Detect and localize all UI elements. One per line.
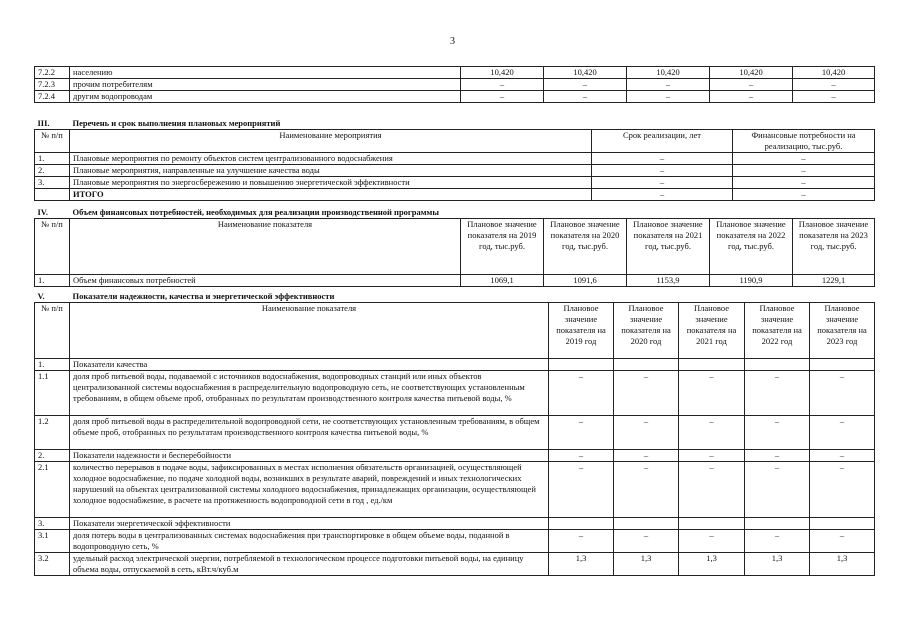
section-title: Показатели надежности, качества и энергетической эффективности (70, 291, 875, 303)
section4-table (34, 207, 875, 287)
value-cell: – (627, 91, 710, 103)
table-row (35, 530, 875, 553)
header-year: Плановое значение показателя на 2021 год (679, 303, 745, 359)
row-name: доля потерь воды в централизованных системах водоснабжения при транспортировке в общем объеме воды, поданной в водопроводную сеть, % (70, 530, 549, 553)
section-number: IV. (35, 207, 70, 219)
value-cell: – (810, 371, 875, 416)
row-name: Показатели надежности и бесперебойности (70, 450, 549, 462)
header-year: Плановое значение показателя на 2023 год (810, 303, 875, 359)
header-term: Срок реализации, лет (592, 130, 733, 153)
section-title: Перечень и срок выполнения плановых мероприятий (70, 118, 875, 130)
row-number: 2. (35, 450, 70, 462)
row-number: 1. (35, 153, 70, 165)
row-number: 1.1 (35, 371, 70, 416)
section-number: III. (35, 118, 70, 130)
value-cell: – (614, 530, 679, 553)
value-cell: 1,3 (745, 553, 810, 576)
table-row (35, 553, 875, 576)
value-cell: 10,420 (461, 67, 544, 79)
table-row (35, 165, 875, 177)
header-name: Наименование мероприятия (70, 130, 592, 153)
table-row (35, 153, 875, 165)
header-finance: Финансовые потребности на реализацию, тыс.руб. (733, 130, 875, 153)
value-cell: – (627, 79, 710, 91)
value-cell: – (549, 371, 614, 416)
section-heading (35, 291, 875, 303)
value-cell: 10,420 (627, 67, 710, 79)
row-name: Показатели энергетической эффективности (70, 518, 549, 530)
header-year: Плановое значение показателя на 2020 год (614, 303, 679, 359)
value-cell: – (544, 91, 627, 103)
value-cell: – (614, 450, 679, 462)
row-number (35, 189, 70, 201)
table-row (35, 67, 875, 79)
value-cell: 1069,1 (461, 275, 544, 287)
header-num: № п/п (35, 219, 70, 275)
value-cell: – (710, 91, 793, 103)
header-num: № п/п (35, 303, 70, 359)
section-number: V. (35, 291, 70, 303)
total-label: ИТОГО (70, 189, 592, 201)
row-name: Плановые мероприятия по энергосбережению и повышению энергетической эффективности (70, 177, 592, 189)
header-year: Плановое значение показателя на 2022 год (745, 303, 810, 359)
row-number: 3.1 (35, 530, 70, 553)
value-cell: – (549, 450, 614, 462)
value-cell: – (592, 189, 733, 201)
value-cell: – (710, 79, 793, 91)
section5-table (34, 291, 875, 576)
header-year: Плановое значение показателя на 2021 год, тыс.руб. (627, 219, 710, 275)
header-row (35, 303, 875, 359)
value-cell: – (592, 153, 733, 165)
row-number: 3. (35, 177, 70, 189)
total-row (35, 189, 875, 201)
row-number: 3.2 (35, 553, 70, 576)
row-name: Плановые мероприятия по ремонту объектов систем централизованного водоснабжения (70, 153, 592, 165)
group-row (35, 359, 875, 371)
row-number: 7.2.3 (35, 79, 70, 91)
header-name: Наименование показателя (70, 303, 549, 359)
row-number: 1. (35, 359, 70, 371)
value-cell: – (810, 450, 875, 462)
header-num: № п/п (35, 130, 70, 153)
value-cell: 1190,9 (710, 275, 793, 287)
table-row (35, 91, 875, 103)
table-row (35, 416, 875, 450)
table-row (35, 275, 875, 287)
section-heading (35, 207, 875, 219)
row-number: 7.2.2 (35, 67, 70, 79)
value-cell: – (733, 189, 875, 201)
value-cell: – (745, 371, 810, 416)
value-cell: – (733, 165, 875, 177)
value-cell: 1229,1 (793, 275, 875, 287)
value-cell: – (745, 530, 810, 553)
value-cell: – (679, 416, 745, 450)
row-name: доля проб питьевой воды, подаваемой с источников водоснабжения, водопроводных станций или иных объектов централизованной системы водоснабжения в распределительную водопроводную сеть, не соответствующих установленным требованиям, в общем объеме проб, отобранных по результатам производственного контроля качества питьевой воды, % (70, 371, 549, 416)
value-cell: – (544, 79, 627, 91)
row-name: Объем финансовых потребностей (70, 275, 461, 287)
row-number: 2. (35, 165, 70, 177)
value-cell: – (745, 416, 810, 450)
section3-table (34, 118, 875, 201)
page-number: 3 (450, 36, 455, 47)
section-title: Объем финансовых потребностей, необходимых для реализации производственной программы (70, 207, 875, 219)
row-name: количество перерывов в подаче воды, зафиксированных в местах исполнения обязательств организацией, осуществляющей холодное водоснабжение, по подаче холодной воды, возникших в результате аварий, повреждений и иных технологических нарушений на объектах централизованной системы холодного водоснабжения, принадлежащих организации, осуществляющей холодное водоснабжение, в расчете на протяженность водопроводной сети в год , ед./км (70, 462, 549, 518)
row-number: 2.1 (35, 462, 70, 518)
row-number: 7.2.4 (35, 91, 70, 103)
row-name: доля проб питьевой воды в распределительной водопроводной сети, не соответствующих установленным требованиям, в общем объеме проб, отобранных по результатам производственного контроля качества питьевой воды, % (70, 416, 549, 450)
value-cell: – (793, 79, 875, 91)
value-cell: – (733, 153, 875, 165)
value-cell: – (592, 165, 733, 177)
row-name: Плановые мероприятия, направленные на улучшение качества воды (70, 165, 592, 177)
header-year: Плановое значение показателя на 2020 год, тыс.руб. (544, 219, 627, 275)
row-number: 1.2 (35, 416, 70, 450)
value-cell: – (614, 416, 679, 450)
row-number: 3. (35, 518, 70, 530)
value-cell: 10,420 (710, 67, 793, 79)
value-cell: – (461, 91, 544, 103)
value-cell: – (810, 416, 875, 450)
row-name: прочим потребителям (70, 79, 461, 91)
value-cell: 1,3 (614, 553, 679, 576)
section-heading (35, 118, 875, 130)
table-row (35, 371, 875, 416)
value-cell: – (810, 530, 875, 553)
row-number: 1. (35, 275, 70, 287)
value-cell: – (614, 462, 679, 518)
value-cell: – (679, 462, 745, 518)
header-year: Плановое значение показателя на 2019 год, тыс.руб. (461, 219, 544, 275)
value-cell: – (679, 371, 745, 416)
header-row (35, 130, 875, 153)
value-cell: 1,3 (679, 553, 745, 576)
section7-table (34, 66, 875, 103)
header-row (35, 219, 875, 275)
table-row (35, 462, 875, 518)
table-row (35, 79, 875, 91)
value-cell: 1153,9 (627, 275, 710, 287)
row-name: удельный расход электрической энергии, потребляемой в технологическом процессе подготовки питьевой воды, на единицу объема воды, отпускаемой в сеть, кВт.ч/куб.м (70, 553, 549, 576)
row-name: населению (70, 67, 461, 79)
table-row (35, 177, 875, 189)
value-cell: – (614, 371, 679, 416)
group-row (35, 518, 875, 530)
value-cell: – (549, 530, 614, 553)
header-year: Плановое значение показателя на 2023 год, тыс.руб. (793, 219, 875, 275)
value-cell: 1,3 (810, 553, 875, 576)
row-name: Показатели качества (70, 359, 549, 371)
value-cell: – (679, 450, 745, 462)
value-cell: 10,420 (544, 67, 627, 79)
value-cell: – (745, 462, 810, 518)
group-row (35, 450, 875, 462)
row-name: другим водопроводам (70, 91, 461, 103)
value-cell: – (592, 177, 733, 189)
value-cell: – (549, 416, 614, 450)
header-name: Наименование показателя (70, 219, 461, 275)
header-year: Плановое значение показателя на 2022 год, тыс.руб. (710, 219, 793, 275)
value-cell: – (549, 462, 614, 518)
value-cell: 1,3 (549, 553, 614, 576)
value-cell: – (679, 530, 745, 553)
value-cell: 10,420 (793, 67, 875, 79)
header-year: Плановое значение показателя на 2019 год (549, 303, 614, 359)
value-cell: 1091,6 (544, 275, 627, 287)
value-cell: – (745, 450, 810, 462)
value-cell: – (461, 79, 544, 91)
value-cell: – (793, 91, 875, 103)
value-cell: – (733, 177, 875, 189)
value-cell: – (810, 462, 875, 518)
